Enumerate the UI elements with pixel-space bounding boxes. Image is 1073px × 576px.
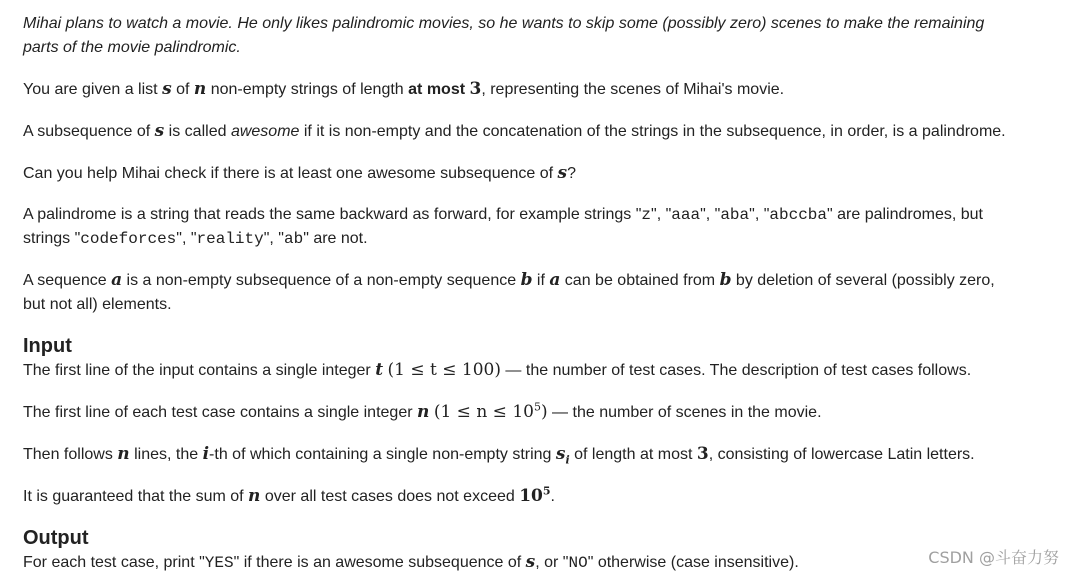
text: For each test case, print " <box>23 554 205 571</box>
text: The first line of each test case contains a single integer <box>23 404 417 421</box>
text: Then follows <box>23 446 118 463</box>
math-s: s <box>154 121 165 141</box>
math-i: i <box>202 444 210 464</box>
sequence-paragraph <box>23 268 1063 317</box>
text: of <box>171 81 194 98</box>
problem-statement <box>23 12 1063 575</box>
math-s: s <box>557 163 568 183</box>
text: " are palindromes, but <box>827 206 983 223</box>
text: can be obtained from <box>560 272 720 289</box>
math-b: b <box>520 270 533 290</box>
math-b: b <box>719 270 732 290</box>
text: " are not. <box>303 230 368 247</box>
input-line-2 <box>23 400 1063 425</box>
text: s <box>555 444 566 464</box>
example-string: abccba <box>769 206 827 224</box>
example-string: aba <box>720 206 750 224</box>
text: ) <box>540 402 548 422</box>
text: A sequence <box>23 272 112 289</box>
example-string: ab <box>283 230 304 248</box>
example-string: reality <box>196 230 264 248</box>
answer-no: NO <box>568 554 588 572</box>
text: — the number of scenes in the movie. <box>547 404 822 421</box>
question-paragraph <box>23 161 1063 186</box>
intro-paragraph <box>23 12 1063 60</box>
input-line-3 <box>23 442 1063 467</box>
exponent: 5 <box>533 400 541 414</box>
input-line-1 <box>23 358 1063 383</box>
math-n: n <box>248 486 261 506</box>
palindrome-paragraph <box>23 203 1063 251</box>
input-section-title: Input <box>23 335 72 357</box>
text: ", " <box>176 230 197 247</box>
math-range <box>434 402 548 422</box>
text: non-empty strings of length <box>206 81 409 98</box>
text: 10 <box>519 486 543 506</box>
watermark: CSDN @斗奋力努 <box>928 548 1059 567</box>
awesome-paragraph <box>23 119 1063 144</box>
answer-yes: YES <box>204 554 234 572</box>
example-string: aaa <box>671 206 701 224</box>
text: , or " <box>535 554 569 571</box>
intro-line-1: Mihai plans to watch a movie. He only likes palindromic movies, so he wants to skip some (possibly zero) scenes to make the remaining <box>23 15 985 32</box>
text: You are given a list <box>23 81 163 98</box>
text: . <box>550 488 555 505</box>
text: " if there is an awesome subsequence of <box>233 554 526 571</box>
text: A palindrome is a string that reads the same backward as forward, for example strings " <box>23 206 642 223</box>
text: A subsequence of <box>23 123 155 140</box>
math-s: s <box>162 79 172 99</box>
math-three: 3 <box>696 444 709 464</box>
example-string: z <box>641 206 652 224</box>
math-a: a <box>549 270 561 290</box>
exponent: 5 <box>542 484 551 498</box>
math-s: s <box>525 552 536 572</box>
text: strings " <box>23 230 81 247</box>
text: ? <box>567 165 577 182</box>
text: is a non-empty subsequence of a non-empty sequence <box>122 272 521 289</box>
math-n: n <box>417 402 430 422</box>
text: if it is non-empty and the concatenation of the strings in the subsequence, in order, is a palindrome. <box>299 123 1006 140</box>
text: over all test cases does not exceed <box>260 488 520 505</box>
intro-line-2: parts of the movie palindromic. <box>23 39 241 56</box>
example-string: codeforces <box>80 230 177 248</box>
math-n: n <box>117 444 130 464</box>
math-s-i <box>555 444 570 467</box>
text: (1 ≤ n ≤ 10 <box>433 402 534 422</box>
output-section-title: Output <box>23 527 89 549</box>
subscript: i <box>565 453 570 467</box>
text: lines, the <box>129 446 203 463</box>
text: The first line of the input contains a single integer <box>23 362 376 379</box>
bold-at-most: at most <box>408 81 470 98</box>
output-line <box>23 550 1063 575</box>
text: but not all) elements. <box>23 296 172 313</box>
text: is called <box>164 123 231 140</box>
text: , representing the scenes of Mihai's movie. <box>481 81 785 98</box>
text: It is guaranteed that the sum of <box>23 488 249 505</box>
text: , consisting of lowercase Latin letters. <box>708 446 975 463</box>
text: of length at most <box>569 446 697 463</box>
text: ", " <box>263 230 284 247</box>
math-n: n <box>193 79 207 99</box>
text: " otherwise (case insensitive). <box>587 554 799 571</box>
text: — the number of test cases. The description of test cases follows. <box>500 362 972 379</box>
math-a: a <box>111 270 123 290</box>
text: Can you help Mihai check if there is at least one awesome subsequence of <box>23 165 558 182</box>
text: if <box>532 272 550 289</box>
math-range: (1 ≤ t ≤ 100) <box>387 360 501 380</box>
math-three: 3 <box>469 79 482 99</box>
input-line-4 <box>23 484 1063 509</box>
text: -th of which containing a single non-empty string <box>209 446 556 463</box>
math-t: t <box>375 360 384 380</box>
text: ", " <box>700 206 721 223</box>
text: by deletion of several (possibly zero, <box>731 272 995 289</box>
text: ", " <box>651 206 672 223</box>
text: ", " <box>749 206 770 223</box>
awesome-term: awesome <box>230 123 300 140</box>
given-paragraph <box>23 77 1063 102</box>
math-power <box>519 486 550 506</box>
